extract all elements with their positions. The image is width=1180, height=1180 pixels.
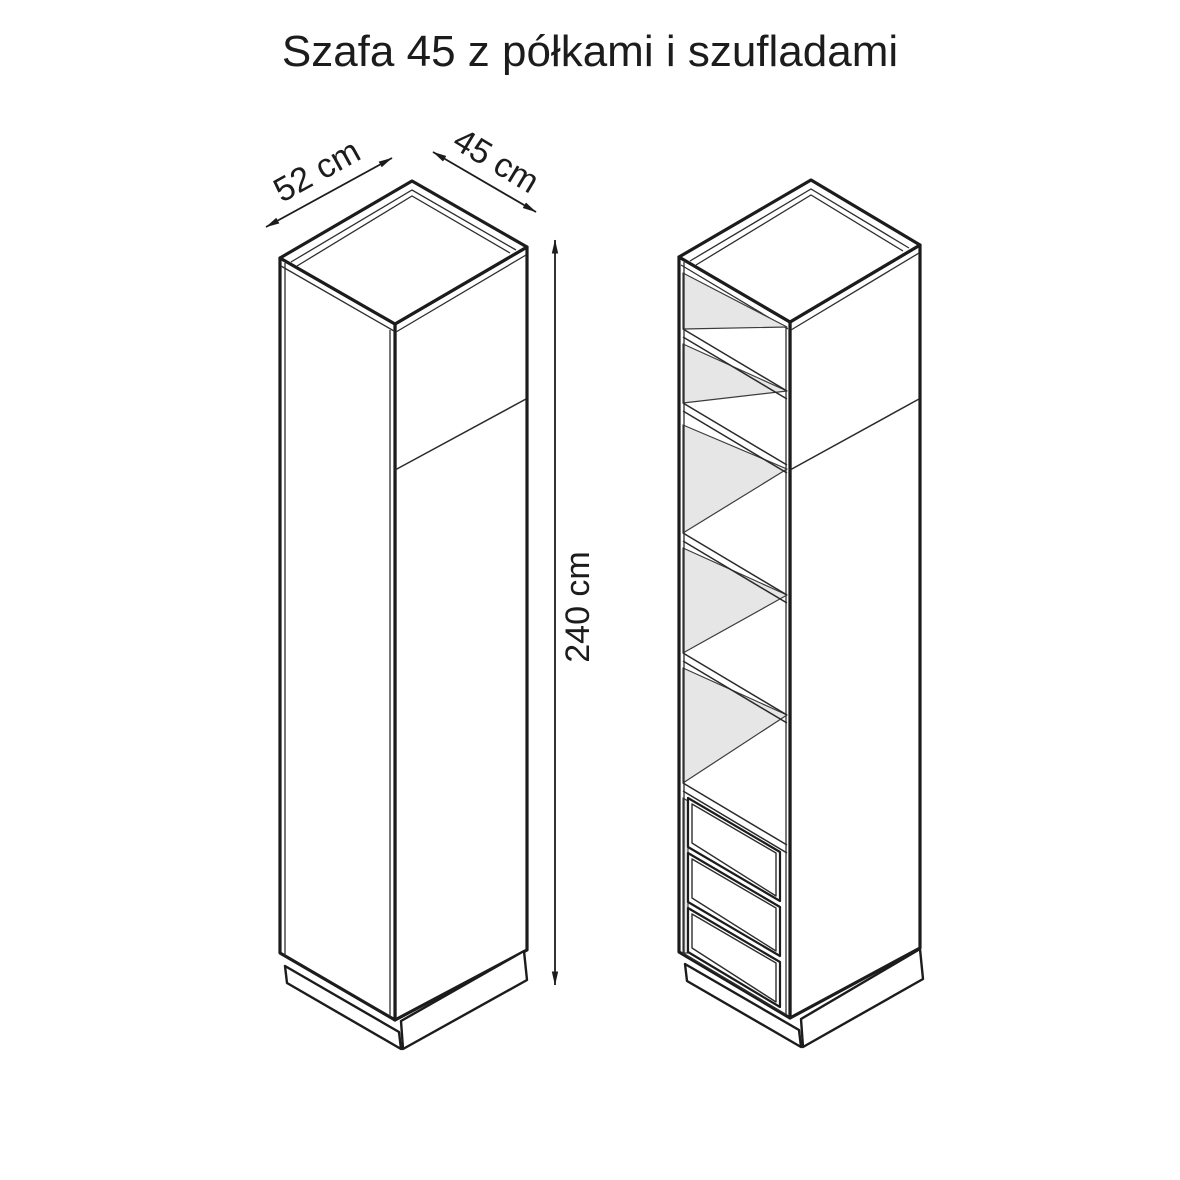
- page-title: Szafa 45 z półkami i szufladami: [281, 27, 899, 76]
- height-dimension: [555, 240, 597, 985]
- depth-dimension-label: 52 cm: [267, 131, 367, 211]
- open-wardrobe-view: [679, 180, 923, 1047]
- width-dimension: [433, 121, 545, 212]
- open-side-panel: [790, 245, 920, 1018]
- closed-door-panel: [280, 258, 395, 1020]
- closed-wardrobe-view: [280, 181, 527, 1049]
- height-dimension-label: 240 cm: [559, 551, 597, 663]
- closed-side-panel: [395, 247, 527, 1020]
- width-dimension-label: 45 cm: [446, 120, 546, 202]
